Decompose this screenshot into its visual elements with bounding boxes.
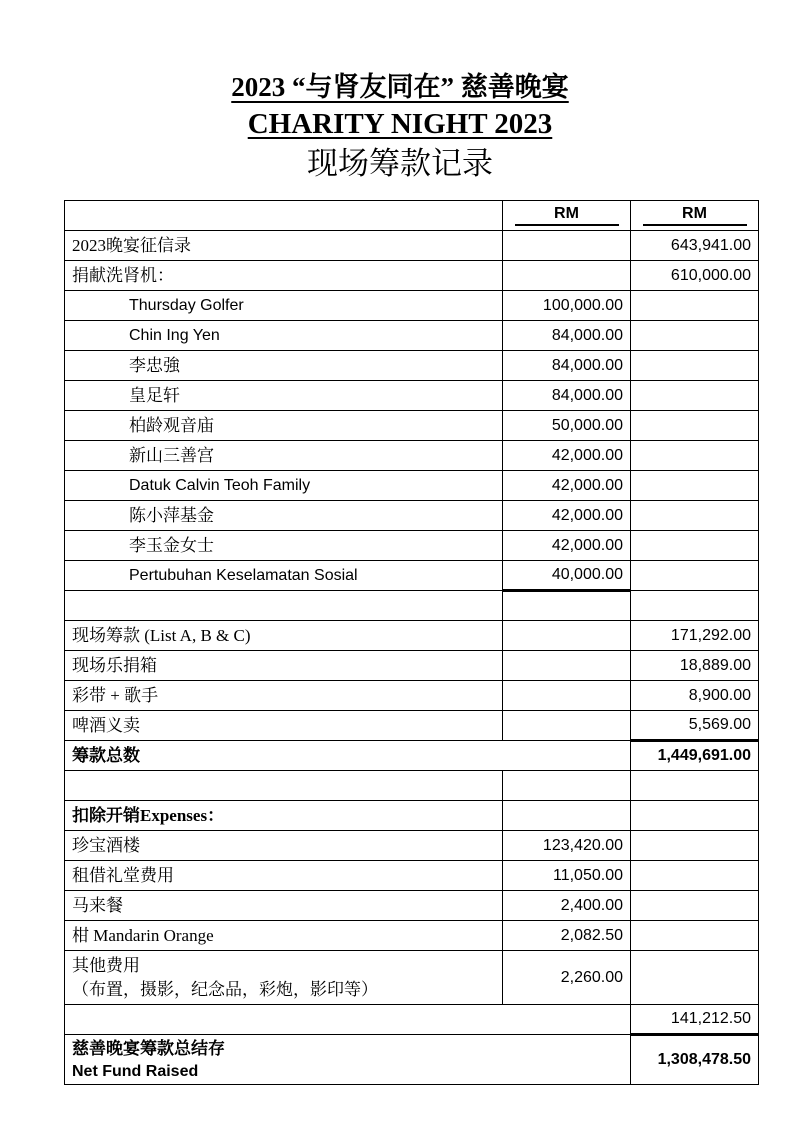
column-underline: RM xyxy=(643,205,747,226)
row-label: 租借礼堂费用 xyxy=(65,861,503,891)
amount-mid: 42,000.00 xyxy=(503,531,631,561)
table-row xyxy=(65,951,759,1005)
table-row xyxy=(65,921,759,951)
amount-right xyxy=(631,801,759,831)
row-label-line2: Net Fund Raised xyxy=(72,1062,199,1080)
amount-mid xyxy=(503,771,631,801)
amount-right xyxy=(631,501,759,531)
rm-column-header-right xyxy=(631,201,759,231)
amount-mid: 2,400.00 xyxy=(503,891,631,921)
item-column-header xyxy=(65,201,503,231)
row-label: Chin Ing Yen xyxy=(65,321,503,351)
amount-mid xyxy=(503,711,631,741)
table-row xyxy=(65,261,759,291)
amount-right: 1,449,691.00 xyxy=(631,741,759,771)
table-row xyxy=(65,381,759,411)
row-label: 珍宝酒楼 xyxy=(65,831,503,861)
amount-mid: 84,000.00 xyxy=(503,351,631,381)
row-label: 彩带 + 歌手 xyxy=(65,681,503,711)
amount-right xyxy=(631,291,759,321)
amount-right: 610,000.00 xyxy=(631,261,759,291)
table-row xyxy=(65,831,759,861)
amount-mid: 50,000.00 xyxy=(503,411,631,441)
table-row xyxy=(65,351,759,381)
amount-right: 643,941.00 xyxy=(631,231,759,261)
title-line-english: CHARITY NIGHT 2023 xyxy=(247,108,553,140)
amount-mid xyxy=(503,651,631,681)
amount-right xyxy=(631,411,759,441)
amount-right xyxy=(631,351,759,381)
row-label: 扣除开销Expenses： xyxy=(65,801,503,831)
row-label: 啤酒义卖 xyxy=(65,711,503,741)
amount-mid xyxy=(503,261,631,291)
spacer-row xyxy=(65,591,759,621)
amount-mid xyxy=(503,621,631,651)
amount-right xyxy=(631,441,759,471)
amount-mid: 42,000.00 xyxy=(503,501,631,531)
table-row xyxy=(65,531,759,561)
amount-mid: 2,260.00 xyxy=(503,951,631,1005)
amount-mid: 100,000.00 xyxy=(503,291,631,321)
table-row xyxy=(65,471,759,501)
row-label: 陈小萍基金 xyxy=(65,501,503,531)
fund-table-body xyxy=(65,231,759,1085)
amount-right: 141,212.50 xyxy=(631,1005,759,1035)
amount-right xyxy=(631,771,759,801)
amount-mid xyxy=(503,231,631,261)
document-title-block xyxy=(0,68,800,185)
table-row xyxy=(65,411,759,441)
amount-right xyxy=(631,831,759,861)
table-row xyxy=(65,561,759,591)
amount-right xyxy=(631,381,759,411)
amount-right: 171,292.00 xyxy=(631,621,759,651)
table-row xyxy=(65,501,759,531)
row-label: Datuk Calvin Teoh Family xyxy=(65,471,503,501)
amount-mid: 40,000.00 xyxy=(503,561,631,591)
amount-right: 8,900.00 xyxy=(631,681,759,711)
row-label xyxy=(65,771,503,801)
row-label: 2023晚宴征信录 xyxy=(65,231,503,261)
table-row xyxy=(65,651,759,681)
row-label-line1: 慈善晚宴筹款总结存 xyxy=(72,1038,225,1058)
row-label-line2: （布置，摄影，纪念品，彩炮，影印等） xyxy=(72,979,378,999)
row-label: Pertubuhan Keselamatan Sosial xyxy=(65,561,503,591)
table-row xyxy=(65,1035,759,1085)
row-label: 新山三善宫 xyxy=(65,441,503,471)
amount-right xyxy=(631,471,759,501)
amount-mid xyxy=(503,801,631,831)
amount-mid xyxy=(503,591,631,621)
table-row xyxy=(65,681,759,711)
amount-right xyxy=(631,561,759,591)
row-label xyxy=(65,591,503,621)
row-label xyxy=(65,1005,631,1035)
amount-mid: 84,000.00 xyxy=(503,381,631,411)
amount-right xyxy=(631,891,759,921)
amount-mid: 42,000.00 xyxy=(503,471,631,501)
amount-mid: 123,420.00 xyxy=(503,831,631,861)
amount-mid: 84,000.00 xyxy=(503,321,631,351)
amount-right: 1,308,478.50 xyxy=(631,1035,759,1085)
row-label: 柏龄观音庙 xyxy=(65,411,503,441)
title-line-subtitle: 现场筹款记录 xyxy=(307,146,493,181)
table-row xyxy=(65,441,759,471)
amount-right xyxy=(631,321,759,351)
row-label: 马来餐 xyxy=(65,891,503,921)
row-label: 筹款总数 xyxy=(65,741,631,771)
row-label xyxy=(65,951,503,1005)
row-label: Thursday Golfer xyxy=(65,291,503,321)
table-row xyxy=(65,621,759,651)
row-label-line1: 其他费用 xyxy=(72,955,140,975)
table-row xyxy=(65,291,759,321)
table-row xyxy=(65,861,759,891)
rm-column-header-mid xyxy=(503,201,631,231)
table-row xyxy=(65,741,759,771)
fundraising-table xyxy=(64,200,759,1085)
table-row xyxy=(65,1005,759,1035)
table-row xyxy=(65,891,759,921)
amount-right: 18,889.00 xyxy=(631,651,759,681)
table-row xyxy=(65,231,759,261)
table-row xyxy=(65,321,759,351)
amount-mid: 11,050.00 xyxy=(503,861,631,891)
table-row xyxy=(65,801,759,831)
row-label: 现场乐捐箱 xyxy=(65,651,503,681)
row-label: 现场筹款 (List A, B & C) xyxy=(65,621,503,651)
amount-right xyxy=(631,951,759,1005)
row-label: 李忠強 xyxy=(65,351,503,381)
row-label: 捐献洗肾机： xyxy=(65,261,503,291)
amount-right xyxy=(631,531,759,561)
amount-mid: 2,082.50 xyxy=(503,921,631,951)
row-label: 柑 Mandarin Orange xyxy=(65,921,503,951)
amount-mid: 42,000.00 xyxy=(503,441,631,471)
table-header-row xyxy=(65,201,759,231)
row-label: 李玉金女士 xyxy=(65,531,503,561)
amount-right xyxy=(631,591,759,621)
amount-right: 5,569.00 xyxy=(631,711,759,741)
column-underline: RM xyxy=(515,205,619,226)
row-label: 皇足轩 xyxy=(65,381,503,411)
amount-right xyxy=(631,861,759,891)
title-line-chinese: 2023 “与肾友同在” 慈善晚宴 xyxy=(231,72,569,102)
row-label xyxy=(65,1035,631,1085)
amount-right xyxy=(631,921,759,951)
table-row xyxy=(65,711,759,741)
spacer-row xyxy=(65,771,759,801)
amount-mid xyxy=(503,681,631,711)
